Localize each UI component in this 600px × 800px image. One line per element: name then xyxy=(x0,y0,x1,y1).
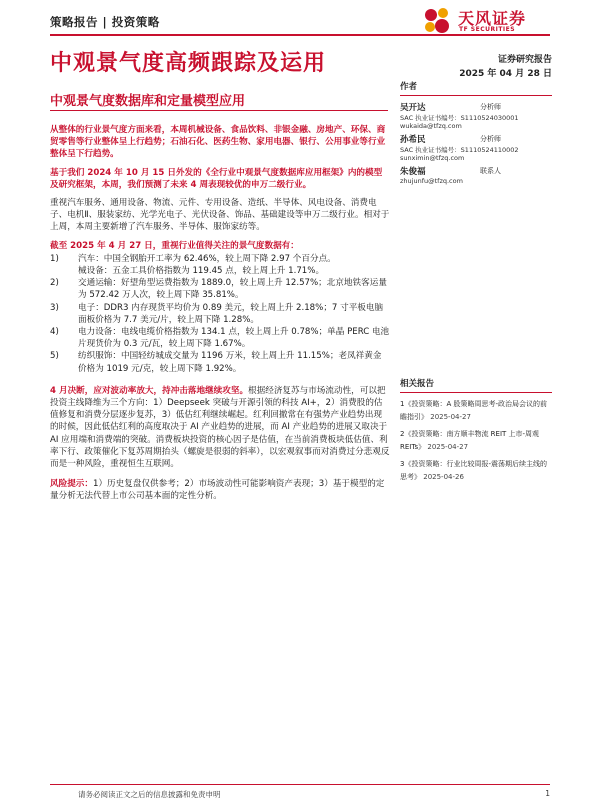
list-number: 3) xyxy=(50,302,59,313)
strategy-lead: 4 月决断，应对波动率放大，持冲击落地继续攻坚。 xyxy=(50,385,249,396)
list-line: 电力设备：电线电缆价格指数为 134.1 点，较上周上升 0.78%；单晶 PERC 电池片现货价为 0.3 元/瓦，较上周下降 1.67%。 xyxy=(78,327,390,350)
related-report-item[interactable] xyxy=(400,428,552,454)
related-report-title[interactable]: 1《投资策略：A 股策略周思考-政治局会议的前瞻指引》 xyxy=(400,400,547,421)
risk-paragraph xyxy=(50,478,390,502)
author-cert: SAC 执业证书编号：S1110524030001 xyxy=(400,114,519,122)
document-subtitle: 中观景气度数据库和定量模型应用 xyxy=(50,94,246,109)
author-email[interactable]: wukaida@tfzq.com xyxy=(400,122,462,130)
author-card xyxy=(400,133,552,163)
related-report-item[interactable] xyxy=(400,458,552,484)
author-card xyxy=(400,101,552,131)
logo-text: 天风证券 xyxy=(458,9,527,28)
list-item xyxy=(50,277,390,301)
author-email[interactable]: sunximin@tfzq.com xyxy=(400,154,465,162)
related-report-date: 2025-04-26 xyxy=(423,473,464,481)
list-item xyxy=(50,326,390,350)
model-text: 基于我们 2024 年 10 月 15 日外发的《全行业中观景气度数据库应用框架》内的模型及研究框架，本周，我们预测了未来 4 周表现较优的申万二级行业。 xyxy=(50,167,383,190)
related-report-item[interactable] xyxy=(400,398,552,424)
related-heading: 相关报告 xyxy=(400,377,552,393)
header-rule xyxy=(50,34,550,36)
data-intro xyxy=(50,240,390,252)
data-intro-text: 截至 2025 年 4 月 27 日，重视行业值得关注的景气度数据有： xyxy=(50,240,299,251)
summary-paragraph xyxy=(50,124,390,161)
author-role: 分析师 xyxy=(480,103,501,111)
list-number: 1) xyxy=(50,253,59,264)
page-number: 1 xyxy=(545,789,550,798)
author-name: 朱俊福 xyxy=(400,167,426,177)
author-role: 分析师 xyxy=(480,135,501,143)
main-body xyxy=(50,124,390,509)
industries-paragraph: 重视汽车服务、通用设备、物流、元件、专用设备、造纸、半导体、风电设备、消费电子、电机Ⅱ、服装家纺、光学光电子、光伏设备、饰品、基础建设等申万二级行业。相对于上周，本周主要新增了汽车服务、半导体、服饰家纺等。 xyxy=(50,198,390,233)
list-line: 械设备：五金工具价格指数为 119.45 点，较上周上升 1.71%。 xyxy=(78,266,325,277)
risk-text: 1）历史复盘仅供参考；2）市场波动性可能影响资产表现；3）基于模型的定量分析无法代替上市公司基本面的定性分析。 xyxy=(50,479,385,502)
author-name: 吴开达 xyxy=(400,103,426,113)
list-number: 4) xyxy=(50,327,59,338)
list-line: 纺织服饰：中国轻纺城成交量为 1196 万米，较上周上升 11.15%；老凤祥黄金价格为 1019 元/克，较上周下降 1.92%。 xyxy=(78,351,382,374)
footer-rule xyxy=(50,784,550,785)
author-card xyxy=(400,165,552,189)
author-email[interactable]: zhujunfu@tfzq.com xyxy=(400,177,463,185)
summary-text: 从整体的行业景气度方面来看，本周机械设备、食品饮料、非银金融、房地产、环保、商贸零售等行业整体呈上行趋势；石油石化、医药生物、家用电器、银行、公用事业等行业整体呈下行趋势。 xyxy=(50,125,386,160)
company-logo xyxy=(422,4,552,38)
report-type: 证券研究报告 xyxy=(497,55,552,65)
sidebar xyxy=(400,80,552,488)
logo-subtext: TF SECURITIES xyxy=(459,26,516,33)
strategy-paragraph xyxy=(50,385,390,470)
subtitle-rule xyxy=(50,110,388,111)
related-report-title[interactable]: 2《投资策略：南方顺丰物流 REIT 上市-周观 REITs》 xyxy=(400,430,540,451)
related-report-date: 2025-04-27 xyxy=(427,443,469,451)
indicator-list xyxy=(50,253,390,375)
list-item xyxy=(50,302,390,326)
related-report-date: 2025-04-27 xyxy=(430,413,471,421)
strategy-text: 根据经济复苏与市场流动性，可以把投资主线降维为三个方向：1）Deepseek 突破与开源引领的科技 AI+，2）消费股的估值修复和消费分层逐步复苏，3）低估红利继续崛起。红利回撤常在有强势产业趋势出现的时候，因此低估红利的高度取决于 AI 产业趋势的进展，而 AI 产业趋势的进展又取决于 AI 应用端和消费端的突破。消费板块投资的核心因子是估值，在当前消费板块低估值、利率下行、政策催化下复苏周期抬头（螺旋是很弱的斜率），以宏观叙事而对消费过分悲观反而是一种风险，重视恒生互联网。 xyxy=(50,385,390,470)
list-line: 电子：DDR3 内存现货平均价为 0.89 美元，较上周上升 2.18%；7 寸平板电脑面板价格为 7.7 美元/片，较上周下降 1.28%。 xyxy=(78,302,384,325)
author-role: 联系人 xyxy=(480,167,501,175)
list-line: 汽车：中国全钢胎开工率为 62.46%，较上周下降 2.97 个百分点。 xyxy=(78,253,336,264)
report-category: 策略报告 | 投资策略 xyxy=(50,15,160,29)
risk-lead: 风险提示： xyxy=(50,479,93,490)
list-line: 交通运输：好望角型运费指数为 1889.0，较上周上升 12.57%；北京地铁客运量为 572.42 万人次，较上周下降 35.81%。 xyxy=(78,278,387,301)
list-item xyxy=(50,350,390,374)
related-report-title[interactable]: 3《投资策略：行业比较周报-震荡期后续主线的思考》 xyxy=(400,460,547,481)
list-item xyxy=(50,253,390,277)
list-number: 2) xyxy=(50,278,59,289)
document-title: 中观景气度高频跟踪及运用 xyxy=(50,51,327,76)
author-cert: SAC 执业证书编号：S1110524110002 xyxy=(400,146,519,154)
report-date: 2025 年 04 月 28 日 xyxy=(459,69,552,79)
list-number: 5) xyxy=(50,351,59,362)
model-paragraph xyxy=(50,167,390,191)
authors-heading: 作者 xyxy=(400,80,552,96)
disclaimer-text: 请务必阅读正文之后的信息披露和免责申明 xyxy=(78,790,221,799)
logo-mark-icon xyxy=(422,6,452,36)
author-name: 孙希民 xyxy=(400,135,426,145)
